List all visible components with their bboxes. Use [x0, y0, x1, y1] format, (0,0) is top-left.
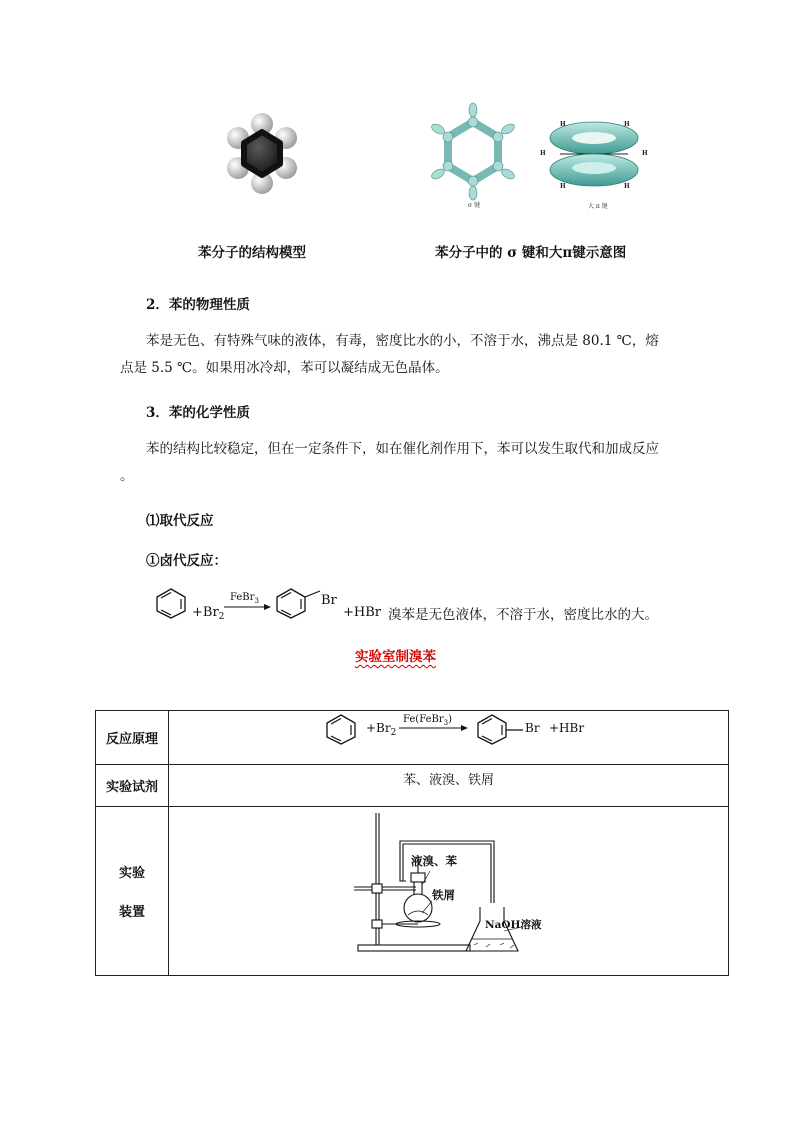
- experiment-table: [95, 710, 729, 976]
- reaction-arrow: [399, 724, 469, 732]
- apparatus-label: 铁屑: [432, 888, 455, 902]
- product-hbr: +HBr: [343, 605, 381, 620]
- table-row: [96, 711, 729, 765]
- apparatus-label: 液溴、苯: [411, 854, 457, 868]
- subsection-heading: ⑴取代反应: [146, 513, 214, 529]
- subsection-heading: ①卤代反应：: [146, 553, 227, 569]
- apparatus-label: NaOH溶液: [485, 919, 542, 931]
- catalyst-label: FeBr$_3$: [230, 592, 259, 605]
- product-hbr: +HBr: [549, 721, 585, 735]
- table-row: [96, 765, 729, 807]
- h-label: H: [540, 150, 546, 157]
- apparatus-diagram: [354, 811, 569, 961]
- paragraph-line: 点是 5.5 ℃。如果用冰冷却，苯可以凝结成无色晶体。: [120, 360, 449, 376]
- h-label: H: [642, 150, 648, 157]
- right-figure-caption: 苯分子中的 σ 键和大π键示意图: [435, 245, 627, 261]
- paragraph-line: 苯的结构比较稳定，但在一定条件下，如在催化剂作用下，苯可以发生取代和加成反应: [146, 441, 659, 457]
- label-line: 实验: [118, 866, 145, 881]
- paragraph-line: 。: [120, 468, 134, 484]
- catalyst-label: Fe(FeBr$_3$): [403, 714, 453, 727]
- benzene-ring-icon: [154, 587, 188, 619]
- table-cell: [169, 711, 729, 765]
- bromobenzene-icon: [274, 587, 322, 619]
- table-label: [96, 807, 169, 976]
- pi-bond-diagram: [538, 108, 650, 212]
- reaction-note: 溴苯是无色液体，不溶于水，密度比水的大。: [388, 607, 658, 623]
- h-label: H: [624, 183, 630, 190]
- sigma-bond-diagram: [428, 100, 518, 212]
- section-heading: 2．苯的物理性质: [146, 297, 250, 313]
- h-label: H: [624, 121, 630, 128]
- bromine-label: Br: [321, 593, 337, 608]
- experiment-title: 实验室制溴苯: [355, 649, 436, 665]
- benzene-ring-icon: [324, 713, 358, 745]
- bromine-label: Br: [525, 721, 540, 735]
- paragraph-line: 苯是无色、有特殊气味的液体，有毒，密度比水的小，不溶于水，沸点是 80.1 ℃，熔: [146, 333, 659, 349]
- table-label: 反应原理: [96, 711, 169, 765]
- reagent-br2: $+Br_2$: [192, 605, 225, 622]
- reagent-br2: $+Br_2$: [366, 721, 397, 738]
- pi-label: 大 π 键: [588, 203, 608, 210]
- table-cell: 苯、液溴、铁屑: [169, 765, 729, 807]
- table-label: 实验试剂: [96, 765, 169, 807]
- table-row: [96, 807, 729, 976]
- reaction-arrow: [224, 603, 272, 611]
- section-heading: 3．苯的化学性质: [146, 405, 250, 421]
- bromobenzene-icon: [475, 713, 525, 745]
- label-line: 装置: [118, 905, 145, 920]
- table-cell: [169, 807, 729, 976]
- h-label: H: [560, 121, 566, 128]
- benzene-space-filling-model: [222, 112, 302, 197]
- h-label: H: [560, 183, 566, 190]
- left-figure-caption: 苯分子的结构模型: [198, 245, 306, 261]
- sigma-label: σ 键: [468, 202, 481, 209]
